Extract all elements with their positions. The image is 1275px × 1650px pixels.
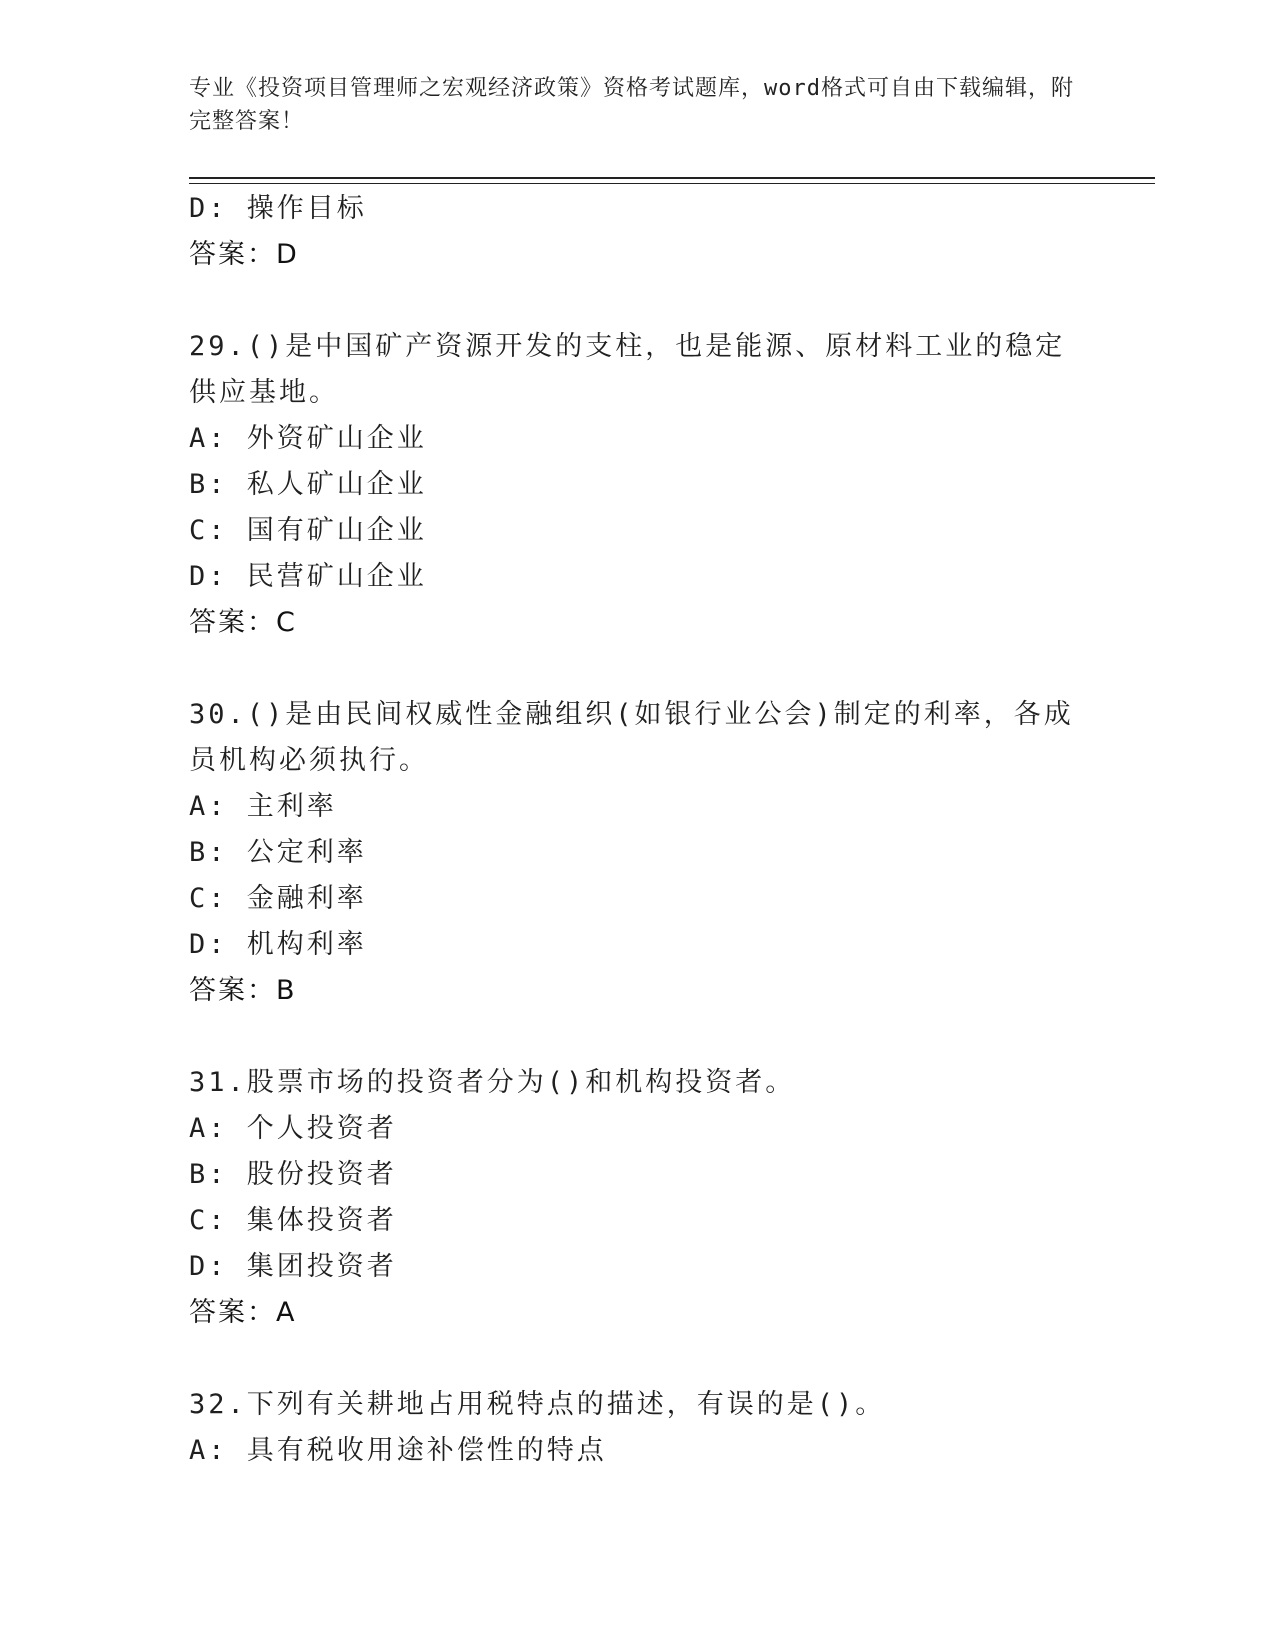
question-stem: 30.()是由民间权威性金融组织(如银行业公会)制定的利率，各成员机构必须执行。 — [189, 699, 1074, 776]
question-30 — [189, 692, 1089, 1014]
option-b: B: 公定利率 — [189, 837, 367, 868]
option-a: A: 外资矿山企业 — [189, 423, 427, 454]
option-b: B: 私人矿山企业 — [189, 469, 427, 500]
option-d: D: 操作目标 — [189, 193, 367, 224]
option-d: D: 民营矿山企业 — [189, 561, 427, 592]
option-a: A: 具有税收用途补偿性的特点 — [189, 1435, 607, 1466]
answer-line: 答案：D — [189, 239, 299, 270]
option-c: C: 集体投资者 — [189, 1205, 397, 1236]
option-c: C: 国有矿山企业 — [189, 515, 427, 546]
answer-line: 答案：A — [189, 1297, 297, 1328]
question-stem: 32.下列有关耕地占用税特点的描述，有误的是()。 — [189, 1389, 886, 1420]
question-32 — [189, 1382, 1089, 1474]
spacer — [189, 646, 1089, 692]
spacer — [189, 1014, 1089, 1060]
question-stem: 31.股票市场的投资者分为()和机构投资者。 — [189, 1067, 796, 1098]
header-rule-thin — [189, 183, 1155, 184]
option-b: B: 股份投资者 — [189, 1159, 397, 1190]
option-d: D: 机构利率 — [189, 929, 367, 960]
answer-line: 答案：C — [189, 607, 297, 638]
document-header: 专业《投资项目管理师之宏观经济政策》资格考试题库，word格式可自由下载编辑，附完整答案！ — [189, 76, 1074, 134]
option-c: C: 金融利率 — [189, 883, 367, 914]
question-31 — [189, 1060, 1089, 1336]
answer-line: 答案：B — [189, 975, 297, 1006]
spacer — [189, 278, 1089, 324]
header-rule-thick — [189, 177, 1155, 179]
question-list — [189, 186, 1089, 1474]
spacer — [189, 1336, 1089, 1382]
previous-question-tail — [189, 186, 1089, 278]
option-a: A: 主利率 — [189, 791, 337, 822]
option-d: D: 集团投资者 — [189, 1251, 397, 1282]
question-stem: 29.()是中国矿产资源开发的支柱，也是能源、原材料工业的稳定供应基地。 — [189, 331, 1066, 408]
question-29 — [189, 324, 1089, 646]
option-a: A: 个人投资者 — [189, 1113, 397, 1144]
